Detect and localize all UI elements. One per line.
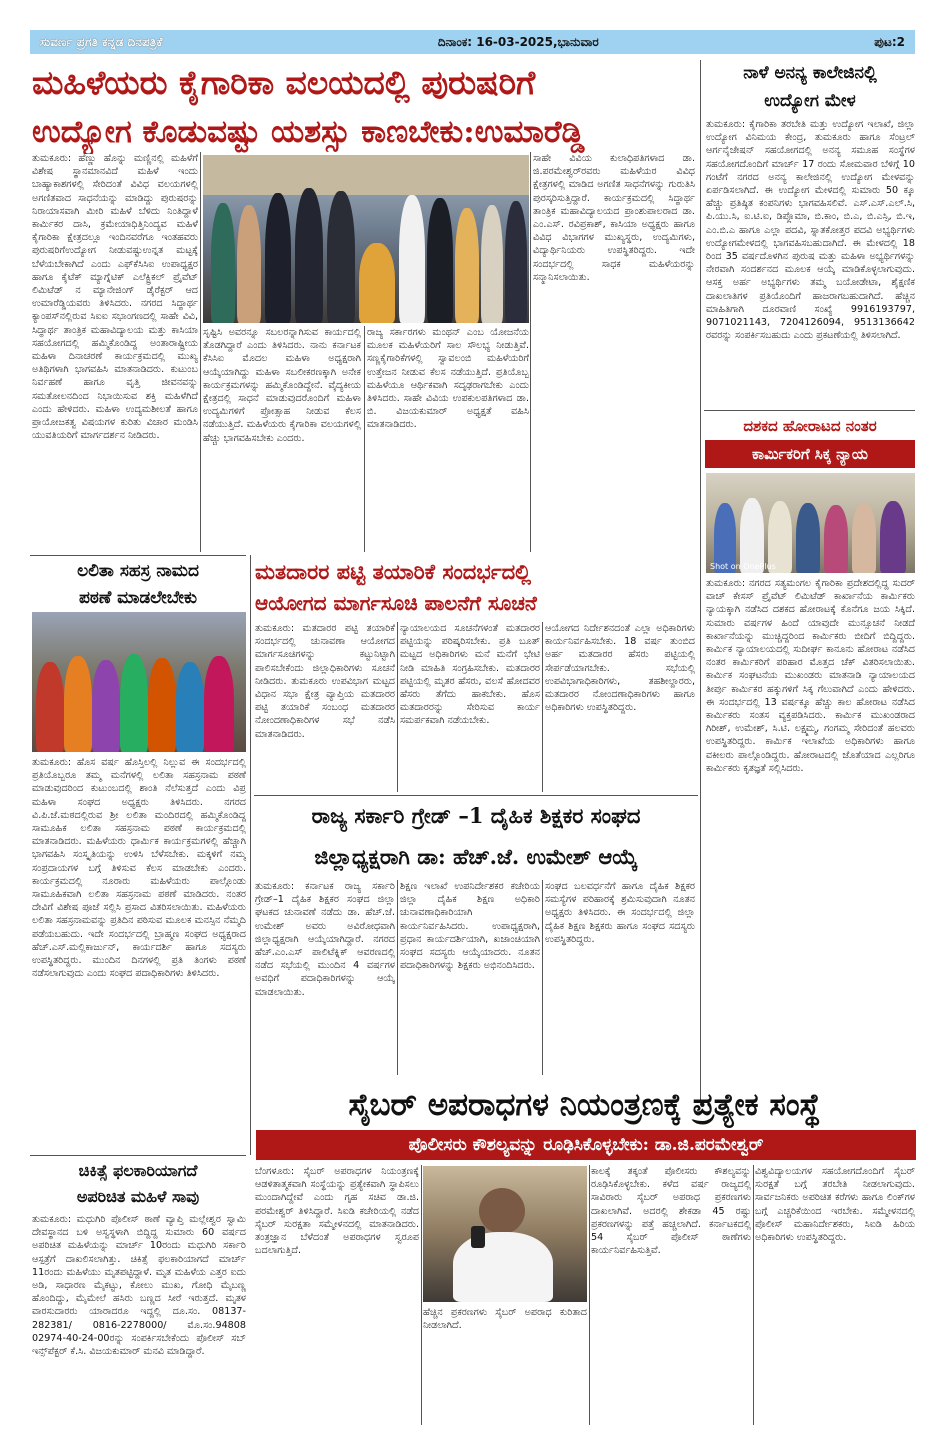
- photo-watermark: Shot on OnePlus: [710, 562, 776, 571]
- cyber-photo-caption: ಹೆಚ್ಚಿನ ಪ್ರಕರಣಗಳು ಸೈಬರ್ ಅಪರಾಧ ಕುರಿತಾದ ನೀಡಲಾಗಿದೆ.: [423, 1307, 587, 1332]
- lalitha-photo: [32, 612, 246, 752]
- teachers-headline-1: ರಾಜ್ಯ ಸರ್ಕಾರಿ ಗ್ರೇಡ್ –1 ದೈಹಿಕ ಶಿಕ್ಷಕರ ಸಂಘದ: [311, 803, 641, 828]
- justice-body: ತುಮಕೂರು: ನಗರದ ಸತ್ಯಮಂಗಲ ಕೈಗಾರಿಕಾ ಪ್ರದೇಶದಲ್ಲಿದ್ದ ಸುದರ್ ವಾಚ್ ಕೇಸಸ್ ಪ್ರೈವೆಟ್ ಲಿಮಿಟೆಡ್ ಕಾರ್ಖಾನೆಯ ಕಾರ್ಮಿಕರು ನ್ಯಾಯಕ್ಕಾಗಿ ನಡೆಸಿದ ದಶಕದ ಹೋರಾಟಕ್ಕೆ ಕೊನೆಗೂ ಜಯ ಸಿಕ್ಕಿದೆ. ಸುಮಾರು ವರ್ಷಗಳ ಹಿಂದೆ ಯಾವುದೇ ಮುನ್ಸೂಚನೆ ನೀಡದೆ ಕಾರ್ಖಾನೆಯನ್ನು ಮುಚ್ಚಿದ್ದರಿಂದ ಕಾರ್ಮಿಕರು ಬೀದಿಗೆ ಬಿದ್ದಿದ್ದರು. ಕಾರ್ಮಿಕ ನ್ಯಾಯಾಲಯದಲ್ಲಿ ಸುದೀರ್ಘ ಕಾನೂನು ಹೋರಾಟ ನಡೆಸಿದ ನಂತರ ಕಾರ್ಮಿಕರಿಗೆ ಪರಿಹಾರ ಮೊತ್ತದ ಚೆಕ್ ವಿತರಿಸಲಾಯಿತು. ಕಾರ್ಮಿಕ ಸಂಘಟನೆಯ ಮುಖಂಡರು ಮಾತನಾಡಿ ನ್ಯಾಯಾಲಯದ ತೀರ್ಪು ಕಾರ್ಮಿಕರ ಹಕ್ಕುಗಳಿಗೆ ಸಿಕ್ಕ ಗೆಲುವಾಗಿದೆ ಎಂದು ಹೇಳಿದರು. ಈ ಸಂದರ್ಭದಲ್ಲಿ 13 ವರ್ಷಕ್ಕೂ ಹೆಚ್ಚು ಕಾಲ ಹೋರಾಟ ನಡೆಸಿದ ಕಾರ್ಮಿಕರು ಸಂತಸ ವ್ಯಕ್ತಪಡಿಸಿದರು. ಕಾರ್ಮಿಕ ಮುಖಂಡರಾದ ಗಿರೀಶ್, ಉಮೇಶ್, ಸಿ.ಟಿ. ಲಕ್ಷ್ಮಮ್ಮ, ಗಂಗಮ್ಮ ಸೇರಿದಂತೆ ಹಲವರು ಉಪಸ್ಥಿತರಿದ್ದರು. ಕಾರ್ಮಿಕ ಇಲಾಖೆಯ ಅಧಿಕಾರಿಗಳು ಹಾಗೂ ವಕೀಲರು ಪಾಲ್ಗೊಂಡಿದ್ದರು. ಹೋರಾಟದಲ್ಲಿ ಜೊತೆಯಾದ ಎಲ್ಲರಿಗೂ ಕಾರ್ಮಿಕರು ಕೃತಜ್ಞತೆ ಸಲ್ಲಿಸಿದರು.: [706, 578, 915, 774]
- teachers-col1: ತುಮಕೂರು: ಕರ್ನಾಟಕ ರಾಜ್ಯ ಸರ್ಕಾರಿ ಗ್ರೇಡ್–1 ದೈಹಿಕ ಶಿಕ್ಷಕರ ಸಂಘದ ಜಿಲ್ಲಾ ಘಟಕದ ಚುನಾವಣೆ ನಡೆದು ಡಾ. ಹೆಚ್.ಜೆ. ಉಮೇಶ್ ಅವರು ಅವಿರೋಧವಾಗಿ ಜಿಲ್ಲಾಧ್ಯಕ್ಷರಾಗಿ ಆಯ್ಕೆಯಾಗಿದ್ದಾರೆ. ನಗರದ ಹೆಚ್.ಎಂ.ಎಸ್ ಪಾಲಿಟೆಕ್ನಿಕ್ ಆವರಣದಲ್ಲಿ ನಡೆದ ಸಭೆಯಲ್ಲಿ ಮುಂದಿನ 4 ವರ್ಷಗಳ ಅವಧಿಗೆ ಪದಾಧಿಕಾರಿಗಳನ್ನು ಆಯ್ಕೆ ಮಾಡಲಾಯಿತು.: [255, 881, 395, 998]
- unknown-woman-headline-1: ಚಿಕಿತ್ಸೆ ಫಲಕಾರಿಯಾಗದೆ: [78, 1161, 198, 1180]
- lead-col4: ಸಾಹೇ ವಿವಿಯ ಕುಲಾಧಿಪತಿಗಳಾದ ಡಾ. ಜಿ.ಪರಮೇಶ್ವರ್‌ರವರು ಮಹಿಳೆಯರ ವಿವಿಧ ಕ್ಷೇತ್ರಗಳಲ್ಲಿ ಮಾಡಿದ ಅಗಣಿತ ಸಾಧನೆಗಳನ್ನು ಗುರುತಿಸಿ ಪುರಸ್ಕರಿಸುತ್ತಿದ್ದಾರೆ. ಕಾರ್ಯಕ್ರಮದಲ್ಲಿ ಸಿದ್ಧಾರ್ಥ ತಾಂತ್ರಿಕ ಮಹಾವಿದ್ಯಾಲಯದ ಪ್ರಾಂಶುಪಾಲರಾದ ಡಾ. ಎಂ.ಎಸ್. ರವಿಪ್ರಕಾಶ್, ಕಾಸಿಯಾ ಅಧ್ಯಕ್ಷರು ಹಾಗೂ ವಿವಿಧ ವಿಭಾಗಗಳ ಮುಖ್ಯಸ್ಥರು, ಉದ್ಯಮಿಗಳು, ವಿದ್ಯಾರ್ಥಿನಿಯರು ಉಪಸ್ಥಿತರಿದ್ದರು. ಇದೇ ಸಂದರ್ಭದಲ್ಲಿ ಸಾಧಕ ಮಹಿಳೆಯರನ್ನು ಸನ್ಮಾನಿಸಲಾಯಿತು.: [533, 153, 695, 283]
- voters-col2: ನ್ಯಾಯಾಲಯದ ಸೂಚನೆಗಳಂತೆ ಮತದಾರರ ಪಟ್ಟಿಯನ್ನು ಪರಿಷ್ಕರಿಸಬೇಕು. ಪ್ರತಿ ಬೂತ್ ಮಟ್ಟದ ಅಧಿಕಾರಿಗಳು ಮನೆ ಮನೆಗೆ ಭೇಟಿ ನೀಡಿ ಮಾಹಿತಿ ಸಂಗ್ರಹಿಸಬೇಕು. ಮತದಾರರ ಪಟ್ಟಿಯಲ್ಲಿ ಮೃತರ ಹೆಸರು, ವಲಸೆ ಹೋದವರ ಹೆಸರು ತೆಗೆದು ಹಾಕಬೇಕು. ಹೊಸ ಮತದಾರರನ್ನು ಸೇರಿಸುವ ಕಾರ್ಯ ಸಮರ್ಪಕವಾಗಿ ನಡೆಯಬೇಕು.: [400, 623, 540, 727]
- date-label: ದಿನಾಂಕ: 16-03-2025,ಭಾನುವಾರ: [437, 34, 599, 49]
- lalitha-headline-1: ಲಲಿತಾ ಸಹಸ್ರ ನಾಮದ: [77, 561, 199, 581]
- lead-col2: ಸೃಷ್ಟಿಸಿ ಅವರನ್ನೂ ಸಬಲರನ್ನಾಗಿಸುವ ಕಾರ್ಯದಲ್ಲಿ ತೊಡಗಿದ್ದಾರೆ ಎಂದು ತಿಳಿಸಿದರು. ನಾನು ಕರ್ನಾಟಕ ಕೆಸಿಸಿಐ ಮೊದಲ ಮಹಿಳಾ ಅಧ್ಯಕ್ಷರಾಗಿ ಆಯ್ಕೆಯಾಗಿದ್ದು ಮಹಿಳಾ ಸಬಲೀಕರಣಕ್ಕಾಗಿ ಅನೇಕ ಕಾರ್ಯಕ್ರಮಗಳನ್ನು ಹಮ್ಮಿಕೊಂಡಿದ್ದೇನೆ. ವೈದ್ಯಕೀಯ ಕ್ಷೇತ್ರದಲ್ಲಿ ಸಾಧನೆ ಮಾಡುವುದರೊಂದಿಗೆ ಮಹಿಳಾ ಉದ್ಯಮಿಗಳಿಗೆ ಪ್ರೋತ್ಸಾಹ ನೀಡುವ ಕೆಲಸ ನಡೆಯುತ್ತಿದೆ. ಮಹಿಳೆಯರು ಕೈಗಾರಿಕಾ ವಲಯಗಳಲ್ಲಿ ಹೆಚ್ಚು ಭಾಗವಹಿಸಬೇಕು ಎಂದರು.: [203, 327, 361, 444]
- cyber-col3: ಕಾಲಕ್ಕೆ ತಕ್ಕಂತೆ ಪೊಲೀಸರು ಕೌಶಲ್ಯವನ್ನು ರೂಢಿಸಿಕೊಳ್ಳಬೇಕು. ಕಳೆದ ವರ್ಷ ರಾಜ್ಯದಲ್ಲಿ ಸಾವಿರಾರು ಸೈಬರ್ ಅಪರಾಧ ಪ್ರಕರಣಗಳು ದಾಖಲಾಗಿವೆ. ಅದರಲ್ಲಿ ಶೇಕಡಾ 45 ರಷ್ಟು ಪ್ರಕರಣಗಳನ್ನು ಪತ್ತೆ ಹಚ್ಚಲಾಗಿದೆ. ಕರ್ನಾಟಕದಲ್ಲಿ 54 ಸೈಬರ್ ಪೊಲೀಸ್ ಠಾಣೆಗಳು ಕಾರ್ಯನಿರ್ವಹಿಸುತ್ತಿವೆ.: [591, 1166, 751, 1257]
- paper-name: ಸುವರ್ಣ ಪ್ರಗತಿ ಕನ್ನಡ ದಿನಪತ್ರಿಕೆ: [40, 34, 163, 49]
- page-label: ಪುಟ:2: [874, 34, 905, 49]
- teachers-col3: ಸಂಘದ ಬಲವರ್ಧನೆಗೆ ಹಾಗೂ ದೈಹಿಕ ಶಿಕ್ಷಕರ ಸಮಸ್ಯೆಗಳ ಪರಿಹಾರಕ್ಕೆ ಶ್ರಮಿಸುವುದಾಗಿ ನೂತನ ಅಧ್ಯಕ್ಷರು ತಿಳಿಸಿದರು. ಈ ಸಂದರ್ಭದಲ್ಲಿ ಜಿಲ್ಲಾ ದೈಹಿಕ ಶಿಕ್ಷಣ ಶಿಕ್ಷಕರು ಹಾಗೂ ಸಂಘದ ಸದಸ್ಯರು ಉಪಸ್ಥಿತರಿದ್ದರು.: [545, 881, 695, 945]
- justice-headline-1: ದಶಕದ ಹೋರಾಟದ ನಂತರ: [743, 417, 877, 435]
- lead-headline-2: ಉದ್ಯೋಗ ಕೊಡುವಷ್ಟು ಯಶಸ್ಸು ಕಾಣಬೇಕು:ಉಮಾರೆಡ್ಡಿ: [32, 114, 585, 150]
- cyber-col4: ವಿಶ್ವವಿದ್ಯಾಲಯಗಳ ಸಹಯೋಗದೊಂದಿಗೆ ಸೈಬರ್ ಸುರಕ್ಷತೆ ಬಗ್ಗೆ ತರಬೇತಿ ನೀಡಲಾಗುವುದು. ಸಾರ್ವಜನಿಕರು ಅಪರಿಚಿತ ಕರೆಗಳು ಹಾಗೂ ಲಿಂಕ್‌ಗಳ ಬಗ್ಗೆ ಎಚ್ಚರಿಕೆಯಿಂದ ಇರಬೇಕು. ಸಮ್ಮೇಳನದಲ್ಲಿ ಪೊಲೀಸ್ ಮಹಾನಿರ್ದೇಶಕರು, ಸಿಐಡಿ ಹಿರಿಯ ಅಧಿಕಾರಿಗಳು ಉಪಸ್ಥಿತರಿದ್ದರು.: [755, 1166, 915, 1244]
- lead-col1: ತುಮಕೂರು: ಹೆಣ್ಣು ಹೊನ್ನು ಮಣ್ಣಿನಲ್ಲಿ ಮಹಿಳೆಗೆ ವಿಶೇಷ ಸ್ಥಾನಮಾನವಿದೆ ಮಹಿಳೆ ಇಂದು ಬಾಹ್ಯಾಕಾಶಗಳಲ್ಲಿ ಸೇರಿದಂತೆ ವಿವಿಧ ವಲಯಗಳಲ್ಲಿ ಅಗಣಿತವಾದ ಸಾಧನೆಯನ್ನು ಮಾಡಿದ್ದು ಪುರುಷರನ್ನು ನಿರಾಯಾಸವಾಗಿ ಮೀರಿ ಮಹಿಳೆ ಬೆಳಿದು ನಿಂತಿದ್ದಾಳೆ ಕಾರ್ಮಿಕರ ದಾಸಿ, ಕ್ರಮೇಯಾಧಿತ್ತಿನಿಂದ್ಯವ ಮಹಿಳೆ ಕೈಗಾರಿಕಾ ಕ್ಷೇತ್ರದಲ್ಲೂ ಇಂದಿನವರೆಗೂ ಇಂತಹವರು ಪುರುಷರಿಗೆಉದ್ಯೋಗ ನೀಡುವಷ್ಟುಉನ್ನತ ಮಟ್ಟಕ್ಕೆ ಬೆಳೆಯಬೇಕಾಗಿದೆ ಎಂದು ಎಫ್‌ಕೆಸಿಸಿಐ ಉಪಾಧ್ಯಕ್ಷರ ಹಾಗೂ ಕೈಟೆಕ್ ಮ್ಯಾಗ್ನೆಟಿಕ್ ಎಲೆಕ್ಟ್ರಿಕಲ್ ಪ್ರೈವೆಟ್ ಲಿಮಿಟೆಡ್ ನ ಮ್ಯಾನೇಜಿಂಗ್ ಡೈರೆಕ್ಟರ್ ಆದ ಉಮಾರೆಡ್ಡಿಯವರು ತಿಳಿಸಿದರು. ನಗರದ ಸಿದ್ಧಾರ್ಥ ಕ್ಯಾಂಪಸ್‌ನಲ್ಲಿರುವ ಸಿಐಐ ಸಭಾಂಗಣದಲ್ಲಿ ಸಾಹೇ ವಿವಿ, ಸಿದ್ಧಾರ್ಥ ತಾಂತ್ರಿಕ ಮಹಾವಿದ್ಯಾಲಯ ಮತ್ತು ಕಾಸಿಯಾ ಸಹಯೋಗದಲ್ಲಿ ಹಮ್ಮಿಕೊಂಡಿದ್ದ ಅಂತಾರಾಷ್ಟ್ರೀಯ ಮಹಿಳಾ ದಿನಾಚರಣೆ ಕಾರ್ಯಕ್ರಮದಲ್ಲಿ ಮುಖ್ಯ ಅತಿಥಿಗಳಾಗಿ ಭಾಗವಹಿಸಿ ಮಾತನಾಡಿದರು. ಕುಟುಂಬ ನಿರ್ವಹಣೆ ಹಾಗೂ ವೃತ್ತಿ ಜೀವನವನ್ನು ಸಮತೋಲನದಿಂದ ನಿಭಾಯಿಸುವ ಶಕ್ತಿ ಮಹಿಳೆಗಿದೆ ಎಂದು ಹೇಳಿದರು. ಮಹಿಳಾ ಉದ್ಯಮಶೀಲತೆ ಹಾಗೂ ಪ್ರಾಯೋಜಕತ್ವ ವಿಷಯಗಳ ಕುರಿತು ವಿಚಾರ ಮಂಡಿಸಿ ಯುವತಿಯರಿಗೆ ಮಾರ್ಗದರ್ಶನ ನೀಡಿದರು.: [32, 153, 198, 442]
- masthead-band: [30, 30, 915, 54]
- teachers-col2: ಶಿಕ್ಷಣ ಇಲಾಖೆ ಉಪನಿರ್ದೇಶಕರ ಕಚೇರಿಯ ಜಿಲ್ಲಾ ದೈಹಿಕ ಶಿಕ್ಷಣ ಅಧಿಕಾರಿ ಚುನಾವಣಾಧಿಕಾರಿಯಾಗಿ ಕಾರ್ಯನಿರ್ವಹಿಸಿದರು. ಉಪಾಧ್ಯಕ್ಷರಾಗಿ, ಪ್ರಧಾನ ಕಾರ್ಯದರ್ಶಿಯಾಗಿ, ಖಜಾಂಚಿಯಾಗಿ ಸಂಘದ ಸದಸ್ಯರು ಆಯ್ಕೆಯಾದರು. ನೂತನ ಪದಾಧಿಕಾರಿಗಳನ್ನು ಶಿಕ್ಷಕರು ಅಭಿನಂದಿಸಿದರು.: [400, 881, 540, 972]
- cyber-headline: ಸೈಬರ್ ಅಪರಾಧಗಳ ನಿಯಂತ್ರಣಕ್ಕೆ ಪ್ರತ್ಯೇಕ ಸಂಸ್ಥೆ: [348, 1087, 821, 1123]
- lead-photo: [203, 155, 529, 323]
- lalitha-body: ತುಮಕೂರು: ಹೊಸ ವರ್ಷ ಹೊಸ್ತಿಲಲ್ಲಿ ನಿಲ್ಲುವ ಈ ಸಂದರ್ಭದಲ್ಲಿ ಪ್ರತಿಯೊಬ್ಬರೂ ತಮ್ಮ ಮನೆಗಳಲ್ಲಿ ಲಲಿತಾ ಸಹಸ್ರನಾಮ ಪಠಣೆ ಮಾಡುವುದರಿಂದ ಕುಟುಂಬದಲ್ಲಿ ಶಾಂತಿ ನೆಲೆಸುತ್ತದೆ ಎಂದು ವಿಪ್ರ ಮಹಿಳಾ ಸಂಘದ ಅಧ್ಯಕ್ಷರು ತಿಳಿಸಿದರು. ನಗರದ ವಿ.ಪಿ.ಜೆ.ಮಠದಲ್ಲಿರುವ ಶ್ರೀ ಲಲಿತಾ ಮಂದಿರದಲ್ಲಿ ಹಮ್ಮಿಕೊಂಡಿದ್ದ ಸಾಮೂಹಿಕ ಲಲಿತಾ ಸಹಸ್ರನಾಮ ಪಠಣೆ ಕಾರ್ಯಕ್ರಮದಲ್ಲಿ ಮಾತನಾಡಿದರು. ಮಹಿಳೆಯರು ಧಾರ್ಮಿಕ ಕಾರ್ಯಕ್ರಮಗಳಲ್ಲಿ ಹೆಚ್ಚಾಗಿ ಭಾಗವಹಿಸಿ ಸಂಸ್ಕೃತಿಯನ್ನು ಉಳಿಸಿ ಬೆಳೆಸಬೇಕು. ಮಕ್ಕಳಿಗೆ ನಮ್ಮ ಸಂಪ್ರದಾಯಗಳ ಬಗ್ಗೆ ತಿಳಿಸುವ ಕೆಲಸ ಮಾಡಬೇಕು ಎಂದರು. ಕಾರ್ಯಕ್ರಮದಲ್ಲಿ ನೂರಾರು ಮಹಿಳೆಯರು ಪಾಲ್ಗೊಂಡು ಸಾಮೂಹಿಕವಾಗಿ ಲಲಿತಾ ಸಹಸ್ರನಾಮ ಪಠಣೆ ಮಾಡಿದರು. ನಂತರ ದೇವಿಗೆ ವಿಶೇಷ ಪೂಜೆ ಸಲ್ಲಿಸಿ ಪ್ರಸಾದ ವಿತರಿಸಲಾಯಿತು. ಮಹಿಳೆಯರು ಲಲಿತಾ ಸಹಸ್ರನಾಮವನ್ನು ಪ್ರತಿದಿನ ಪಠಿಸುವ ಮೂಲಕ ಮನಸ್ಸಿನ ನೆಮ್ಮದಿ ಪಡೆಯಬಹುದು. ಇದೇ ಸಂದರ್ಭದಲ್ಲಿ ಬ್ರಾಹ್ಮಣ ಸಂಘದ ಅಧ್ಯಕ್ಷರಾದ ಹೆಚ್.ಎಸ್.ಮಲ್ಲಿಕಾರ್ಜುನ್, ಕಾರ್ಯದರ್ಶಿ ಹಾಗೂ ಸದಸ್ಯರು ಉಪಸ್ಥಿತರಿದ್ದರು. ಮುಂದಿನ ದಿನಗಳಲ್ಲಿ ಪ್ರತಿ ತಿಂಗಳು ಪಠಣೆ ನಡೆಸಲಾಗುವುದು ಎಂದು ಸಂಘದ ಪದಾಧಿಕಾರಿಗಳು ತಿಳಿಸಿದರು.: [32, 757, 246, 980]
- jobfair-headline-1: ನಾಳೆ ಅನನ್ಯ ಕಾಲೇಜಿನಲ್ಲಿ: [743, 63, 877, 83]
- lalitha-headline-2: ಪಠಣೆ ಮಾಡಲೇಬೇಕು: [78, 588, 198, 608]
- voters-col1: ತುಮಕೂರು: ಮತದಾರರ ಪಟ್ಟಿ ತಯಾರಿಕೆ ಸಂದರ್ಭದಲ್ಲಿ ಚುನಾವಣಾ ಆಯೋಗದ ಮಾರ್ಗಸೂಚಿಗಳನ್ನು ಕಟ್ಟುನಿಟ್ಟಾಗಿ ಪಾಲಿಸಬೇಕೆಂದು ಜಿಲ್ಲಾಧಿಕಾರಿಗಳು ಸೂಚನೆ ನೀಡಿದರು. ತುಮಕೂರು ಉಪವಿಭಾಗ ಮಟ್ಟದ ವಿಧಾನ ಸಭಾ ಕ್ಷೇತ್ರ ವ್ಯಾಪ್ತಿಯ ಮತದಾರರ ಪಟ್ಟಿ ತಯಾರಿಕೆ ಸಂಬಂಧ ಮತದಾರರ ನೋಂದಣಾಧಿಕಾರಿಗಳ ಸಭೆ ನಡೆಸಿ ಮಾತನಾಡಿದರು.: [255, 623, 395, 740]
- cyber-col1: ಬೆಂಗಳೂರು: ಸೈಬರ್ ಅಪರಾಧಗಳ ನಿಯಂತ್ರಣಕ್ಕೆ ಆಡಳಿತಾತ್ಮಕವಾಗಿ ಸಂಸ್ಥೆಯನ್ನು ಪ್ರತ್ಯೇಕವಾಗಿ ಸ್ಥಾಪಿಸಲು ಮುಂದಾಗಿದ್ದೇವೆ ಎಂದು ಗೃಹ ಸಚಿವ ಡಾ.ಜಿ. ಪರಮೇಶ್ವರ್ ತಿಳಿಸಿದ್ದಾರೆ. ಸಿಐಡಿ ಕಚೇರಿಯಲ್ಲಿ ನಡೆದ ಸೈಬರ್ ಸುರಕ್ಷತಾ ಸಮ್ಮೇಳನದಲ್ಲಿ ಮಾತನಾಡಿದರು. ತಂತ್ರಜ್ಞಾನ ಬೆಳೆದಂತೆ ಅಪರಾಧಗಳ ಸ್ವರೂಪ ಬದಲಾಗುತ್ತಿದೆ.: [255, 1166, 419, 1257]
- justice-photo: [706, 473, 915, 573]
- cyber-photo: [423, 1166, 587, 1302]
- justice-headline-2: ಕಾರ್ಮಿಕರಿಗೆ ಸಿಕ್ಕ ನ್ಯಾಯ: [705, 440, 915, 468]
- voters-headline-1: ಮತದಾರರ ಪಟ್ಟಿ ತಯಾರಿಕೆ ಸಂದರ್ಭದಲ್ಲಿ: [255, 559, 532, 584]
- voters-col3: ಆಯೋಗದ ನಿರ್ದೇಶನದಂತೆ ಎಲ್ಲಾ ಅಧಿಕಾರಿಗಳು ಕಾರ್ಯನಿರ್ವಹಿಸಬೇಕು. 18 ವರ್ಷ ತುಂಬಿದ ಅರ್ಹ ಮತದಾರರ ಹೆಸರು ಪಟ್ಟಿಯಲ್ಲಿ ಸೇರ್ಪಡೆಯಾಗಬೇಕು. ಸಭೆಯಲ್ಲಿ ಉಪವಿಭಾಗಾಧಿಕಾರಿಗಳು, ತಹಶೀಲ್ದಾರರು, ಮತದಾರರ ನೋಂದಣಾಧಿಕಾರಿಗಳು ಹಾಗೂ ಅಧಿಕಾರಿಗಳು ಉಪಸ್ಥಿತರಿದ್ದರು.: [545, 623, 695, 714]
- unknown-woman-headline-2: ಅಪರಿಚಿತ ಮಹಿಳೆ ಸಾವು: [76, 1187, 200, 1206]
- lead-headline-1: ಮಹಿಳೆಯರು ಕೈಗಾರಿಕಾ ವಲಯದಲ್ಲಿ ಪುರುಷರಿಗೆ: [32, 63, 536, 102]
- jobfair-headline-2: ಉದ್ಯೋಗ ಮೇಳ: [764, 91, 856, 111]
- voters-headline-2: ಆಯೋಗದ ಮಾರ್ಗಸೂಚಿ ಪಾಲನೆಗೆ ಸೂಚನೆ: [255, 591, 537, 615]
- jobfair-body: ತುಮಕೂರು: ಕೈಗಾರಿಕಾ ತರಬೇತಿ ಮತ್ತು ಉದ್ಯೋಗ ಇಲಾಖೆ, ಜಿಲ್ಲಾ ಉದ್ಯೋಗ ವಿನಿಮಯ ಕೇಂದ್ರ, ತುಮಕೂರು ಹಾಗೂ ಸೆಂಟ್ರಲ್ ಆರ್ಗನೈಜೇಷನ್ ಸಹಯೋಗದಲ್ಲಿ ಅನನ್ಯ ಸಮೂಹ ಸಂಸ್ಥೆಗಳ ಸಹಯೋಗದೊಂದಿಗೆ ಮಾರ್ಚ್ 17 ರಂದು ಸೋಮವಾರ ಬೆಳಿಗ್ಗೆ 10 ಗಂಟೆಗೆ ನಗರದ ಅನನ್ಯ ಕಾಲೇಜಿನಲ್ಲಿ ಉದ್ಯೋಗ ಮೇಳವನ್ನು ಏರ್ಪಡಿಸಲಾಗಿದೆ. ಈ ಉದ್ಯೋಗ ಮೇಳದಲ್ಲಿ ಸುಮಾರು 50 ಕ್ಕೂ ಹೆಚ್ಚು ಪ್ರತಿಷ್ಠಿತ ಕಂಪನಿಗಳು ಭಾಗವಹಿಸಲಿವೆ. ಎಸ್.ಎಸ್.ಎಲ್.ಸಿ, ಪಿ.ಯು.ಸಿ, ಐ.ಟಿ.ಐ, ಡಿಪ್ಲೊಮಾ, ಬಿ.ಕಾಂ, ಬಿ.ಎ, ಬಿ.ಎಸ್ಸಿ, ಬಿ.ಇ, ಎಂ.ಬಿ.ಎ ಹಾಗೂ ಎಲ್ಲಾ ಪದವಿ, ಸ್ನಾತಕೋತ್ತರ ಪದವಿ ಅಭ್ಯರ್ಥಿಗಳು ಉದ್ಯೋಗಮೇಳದಲ್ಲಿ ಭಾಗವಹಿಸಬಹುದಾಗಿದೆ. ಈ ಮೇಳದಲ್ಲಿ 18 ರಿಂದ 35 ವರ್ಷದೊಳಗಿನ ಪುರುಷ ಮತ್ತು ಮಹಿಳಾ ಅಭ್ಯರ್ಥಿಗಳನ್ನು ನೇರವಾಗಿ ಸಂದರ್ಶನದ ಮೂಲಕ ಆಯ್ಕೆ ಮಾಡಿಕೊಳ್ಳಲಾಗುವುದು. ಆಸಕ್ತ ಅರ್ಹ ಅಭ್ಯರ್ಥಿಗಳು ತಮ್ಮ ಬಯೋಡೇಟಾ, ಶೈಕ್ಷಣಿಕ ದಾಖಲಾತಿಗಳ ಪ್ರತಿಯೊಂದಿಗೆ ಹಾಜರಾಗಬಹುದಾಗಿದೆ. ಹೆಚ್ಚಿನ ಮಾಹಿತಿಗಾಗಿ ದೂರವಾಣಿ ಸಂಖ್ಯೆ 9916193797, 9071021143, 7204126094, 9513136642 ರವರನ್ನು ಸಂಪರ್ಕಿಸಬಹುದು ಎಂದು ಪ್ರಕಟಣೆಯಲ್ಲಿ ತಿಳಿಸಲಾಗಿದೆ.: [706, 119, 915, 342]
- lead-col3: ರಾಜ್ಯ ಸರ್ಕಾರಗಳು ಮಂಥನ್ ಎಂಬ ಯೋಜನೆಯ ಮೂಲಕ ಮಹಿಳೆಯರಿಗೆ ಸಾಲ ಸೌಲಭ್ಯ ನೀಡುತ್ತಿವೆ. ಸಣ್ಣಕೈಗಾರಿಕೆಗಳಲ್ಲಿ ಸ್ವಾವಲಂಬಿ ಮಹಿಳೆಯರಿಗೆ ಉತ್ತೇಜನ ನೀಡುವ ಕೆಲಸ ನಡೆಯುತ್ತಿದೆ. ಪ್ರತಿಯೊಬ್ಬ ಮಹಿಳೆಯೂ ಆರ್ಥಿಕವಾಗಿ ಸದೃಢರಾಗಬೇಕು ಎಂದು ತಿಳಿಸಿದರು. ಸಾಹೇ ವಿವಿಯ ಉಪಕುಲಪತಿಗಳಾದ ಡಾ. ಬಿ. ವಿಜಯಕುಮಾರ್ ಅಧ್ಯಕ್ಷತೆ ವಹಿಸಿ ಮಾತನಾಡಿದರು.: [367, 327, 529, 431]
- teachers-headline-2: ಜಿಲ್ಲಾಧ್ಯಕ್ಷರಾಗಿ ಡಾ: ಹೆಚ್.ಜೆ. ಉಮೇಶ್ ಆಯ್ಕೆ: [314, 844, 638, 869]
- unknown-woman-body: ತುಮಕೂರು: ಮಧುಗಿರಿ ಪೊಲೀಸ್ ಠಾಣೆ ವ್ಯಾಪ್ತಿ ಮಲ್ಲೇಶ್ವರ ಸ್ವಾಮಿ ದೇವಸ್ಥಾನದ ಬಳಿ ಅಸ್ವಸ್ಥಳಾಗಿ ಬಿದ್ದಿದ್ದ ಸುಮಾರು 60 ವರ್ಷದ ಅಪರಿಚಿತ ಮಹಿಳೆಯನ್ನು ಮಾರ್ಚ್ 10ರಂದು ಮಧುಗಿರಿ ಸರ್ಕಾರಿ ಆಸ್ಪತ್ರೆಗೆ ದಾಖಲಿಸಲಾಗಿತ್ತು. ಚಿಕಿತ್ಸೆ ಫಲಕಾರಿಯಾಗದೆ ಮಾರ್ಚ್ 11ರಂದು ಮಹಿಳೆಯು ಮೃತಪಟ್ಟಿದ್ದಾಳೆ. ಮೃತ ಮಹಿಳೆಯ ಎತ್ತರ ಐದು ಅಡಿ, ಸಾಧಾರಣ ಮೈಕಟ್ಟು, ಕೋಲು ಮುಖ, ಗೋಧಿ ಮೈಬಣ್ಣ ಹೊಂದಿದ್ದು, ಮೈಮೇಲೆ ಹಸಿರು ಬಣ್ಣದ ಸೀರೆ ಇರುತ್ತದೆ. ಮೃತಳ ವಾರಸುದಾರರು ಯಾರಾದರೂ ಇದ್ದಲ್ಲಿ ದೂ.ಸಂ. 08137-282381/ 0816-2278000/ ಮೊ.ಸಂ.94808 02974-40-24-00ರನ್ನು ಸಂಪರ್ಕಿಸಬೇಕೆಂದು ಪೊಲೀಸ್ ಸಬ್ ಇನ್ಸ್‌ಪೆಕ್ಟರ್ ಕೆ.ಸಿ. ವಿಜಯಕುಮಾರ್ ಮನವಿ ಮಾಡಿದ್ದಾರೆ.: [32, 1214, 246, 1358]
- cyber-subhead: ಪೊಲೀಸರು ಕೌಶಲ್ಯವನ್ನು ರೂಢಿಸಿಕೊಳ್ಳಬೇಕು: ಡಾ.ಜಿ.ಪರಮೇಶ್ವರ್: [256, 1130, 916, 1160]
